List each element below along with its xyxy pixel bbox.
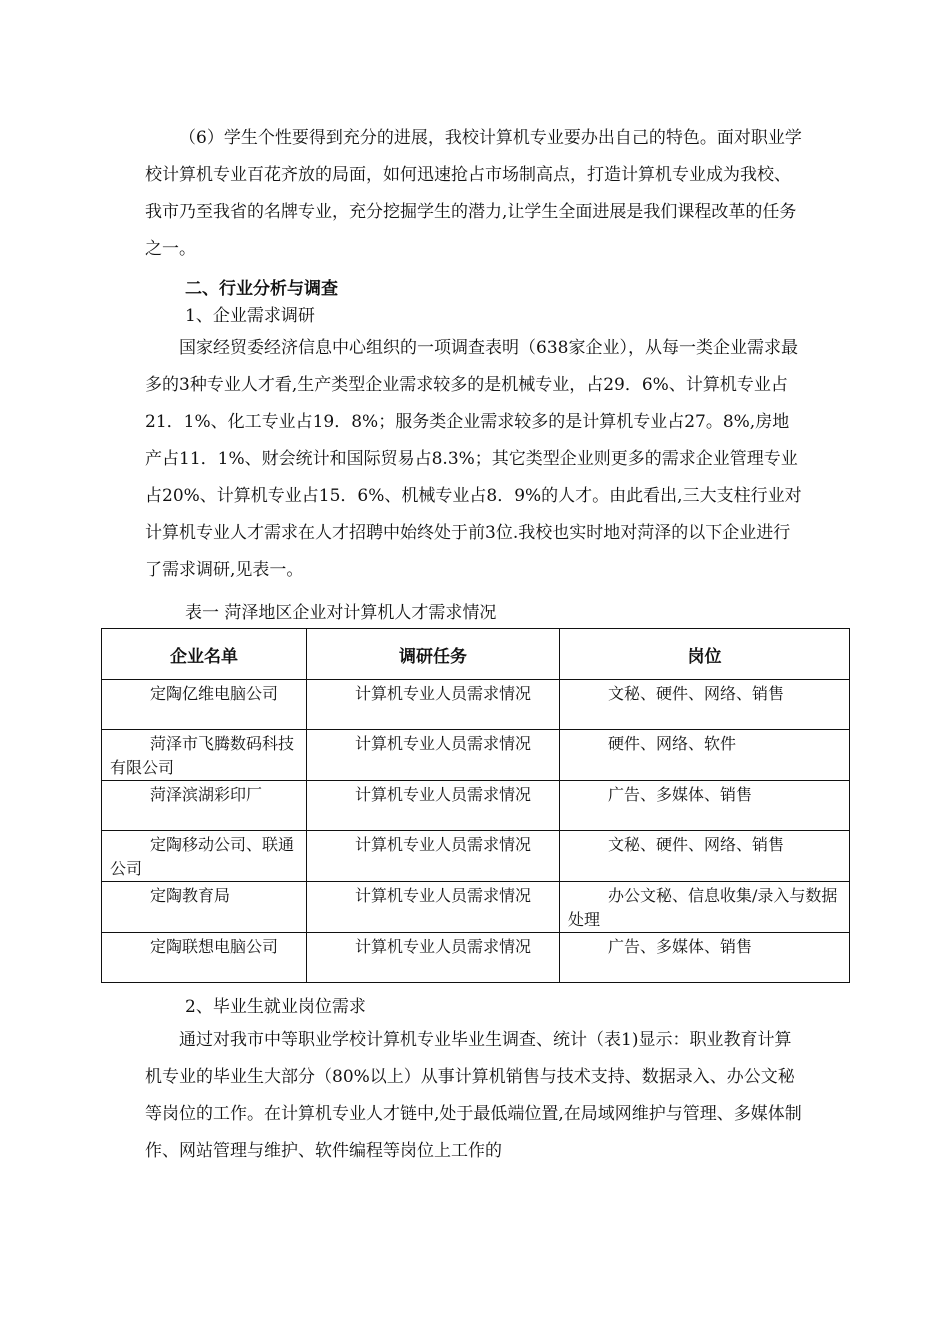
position-cell: 文秘、硬件、网络、销售 bbox=[608, 684, 785, 703]
task-cell: 计算机专业人员需求情况 bbox=[355, 734, 532, 753]
company-cell: 定陶亿维电脑公司 bbox=[150, 684, 279, 703]
position-cell: 广告、多媒体、销售 bbox=[608, 785, 753, 804]
table-header-row bbox=[102, 629, 850, 680]
table-row bbox=[102, 680, 850, 730]
company-cell: 定陶联想电脑公司 bbox=[150, 937, 279, 956]
demand-table bbox=[101, 628, 850, 983]
company-cell: 菏泽滨湖彩印厂 bbox=[150, 785, 263, 804]
task-cell: 计算机专业人员需求情况 bbox=[355, 937, 532, 956]
survey-paragraph: 国家经贸委经济信息中心组织的一项调查表明（638家企业），从每一类企业需求最多的3种专业人才看,生产类型企业需求较多的是机械专业，占29．6%、计算机专业占21．1%、化工专业占19．8%；服务类企业需求较多的是计算机专业占27。8%,房地产占11．1%、财会统计和国际贸易占8.3%；其它类型企业则更多的需求企业管理专业占20%、计算机专业占15．6%、机械专业占8．9%的人才。由此看出,三大支柱行业对计算机专业人才需求在人才招聘中始终处于前3位.我校也实时地对菏泽的以下企业进行了需求调研,见表一。 bbox=[145, 338, 802, 580]
column-header: 企业名单 bbox=[102, 629, 307, 680]
column-header: 调研任务 bbox=[307, 629, 560, 680]
intro-paragraph: （6）学生个性要得到充分的进展，我校计算机专业要办出自己的特色。面对职业学校计算机专业百花齐放的局面，如何迅速抢占市场制高点，打造计算机专业成为我校、我市乃至我省的名牌专业，充分挖掘学生的潜力,让学生全面进展是我们课程改革的任务之一。 bbox=[145, 128, 802, 259]
position-cell: 文秘、硬件、网络、销售 bbox=[608, 835, 785, 854]
company-cell: 定陶教育局 bbox=[150, 886, 231, 905]
position-cell: 广告、多媒体、销售 bbox=[608, 937, 753, 956]
position-cell: 办公文秘、信息收集/录入与数据处理 bbox=[568, 886, 838, 929]
task-cell: 计算机专业人员需求情况 bbox=[355, 835, 532, 854]
subsection-title-graduate-positions: 2、毕业生就业岗位需求 bbox=[185, 997, 366, 1017]
table-row bbox=[102, 730, 850, 781]
task-cell: 计算机专业人员需求情况 bbox=[355, 886, 532, 905]
company-cell: 菏泽市飞腾数码科技有限公司 bbox=[110, 734, 295, 777]
table-row bbox=[102, 882, 850, 933]
column-header: 岗位 bbox=[560, 629, 850, 680]
company-cell: 定陶移动公司、联通公司 bbox=[110, 835, 295, 878]
task-cell: 计算机专业人员需求情况 bbox=[355, 684, 532, 703]
position-cell: 硬件、网络、软件 bbox=[608, 734, 737, 753]
section-title: 二、行业分析与调查 bbox=[185, 279, 338, 299]
table-row bbox=[102, 781, 850, 831]
task-cell: 计算机专业人员需求情况 bbox=[355, 785, 532, 804]
table-caption: 表一 菏泽地区企业对计算机人才需求情况 bbox=[185, 603, 497, 623]
subsection-title-enterprise-survey: 1、企业需求调研 bbox=[185, 306, 315, 326]
table-row bbox=[102, 831, 850, 882]
table-row bbox=[102, 933, 850, 983]
graduate-paragraph: 通过对我市中等职业学校计算机专业毕业生调查、统计（表1)显示：职业教育计算机专业的毕业生大部分（80%以上）从事计算机销售与技术支持、数据录入、办公文秘等岗位的工作。在计算机专业人才链中,处于最低端位置,在局域网维护与管理、多媒体制作、网站管理与维护、软件编程等岗位上工作的 bbox=[145, 1030, 802, 1161]
